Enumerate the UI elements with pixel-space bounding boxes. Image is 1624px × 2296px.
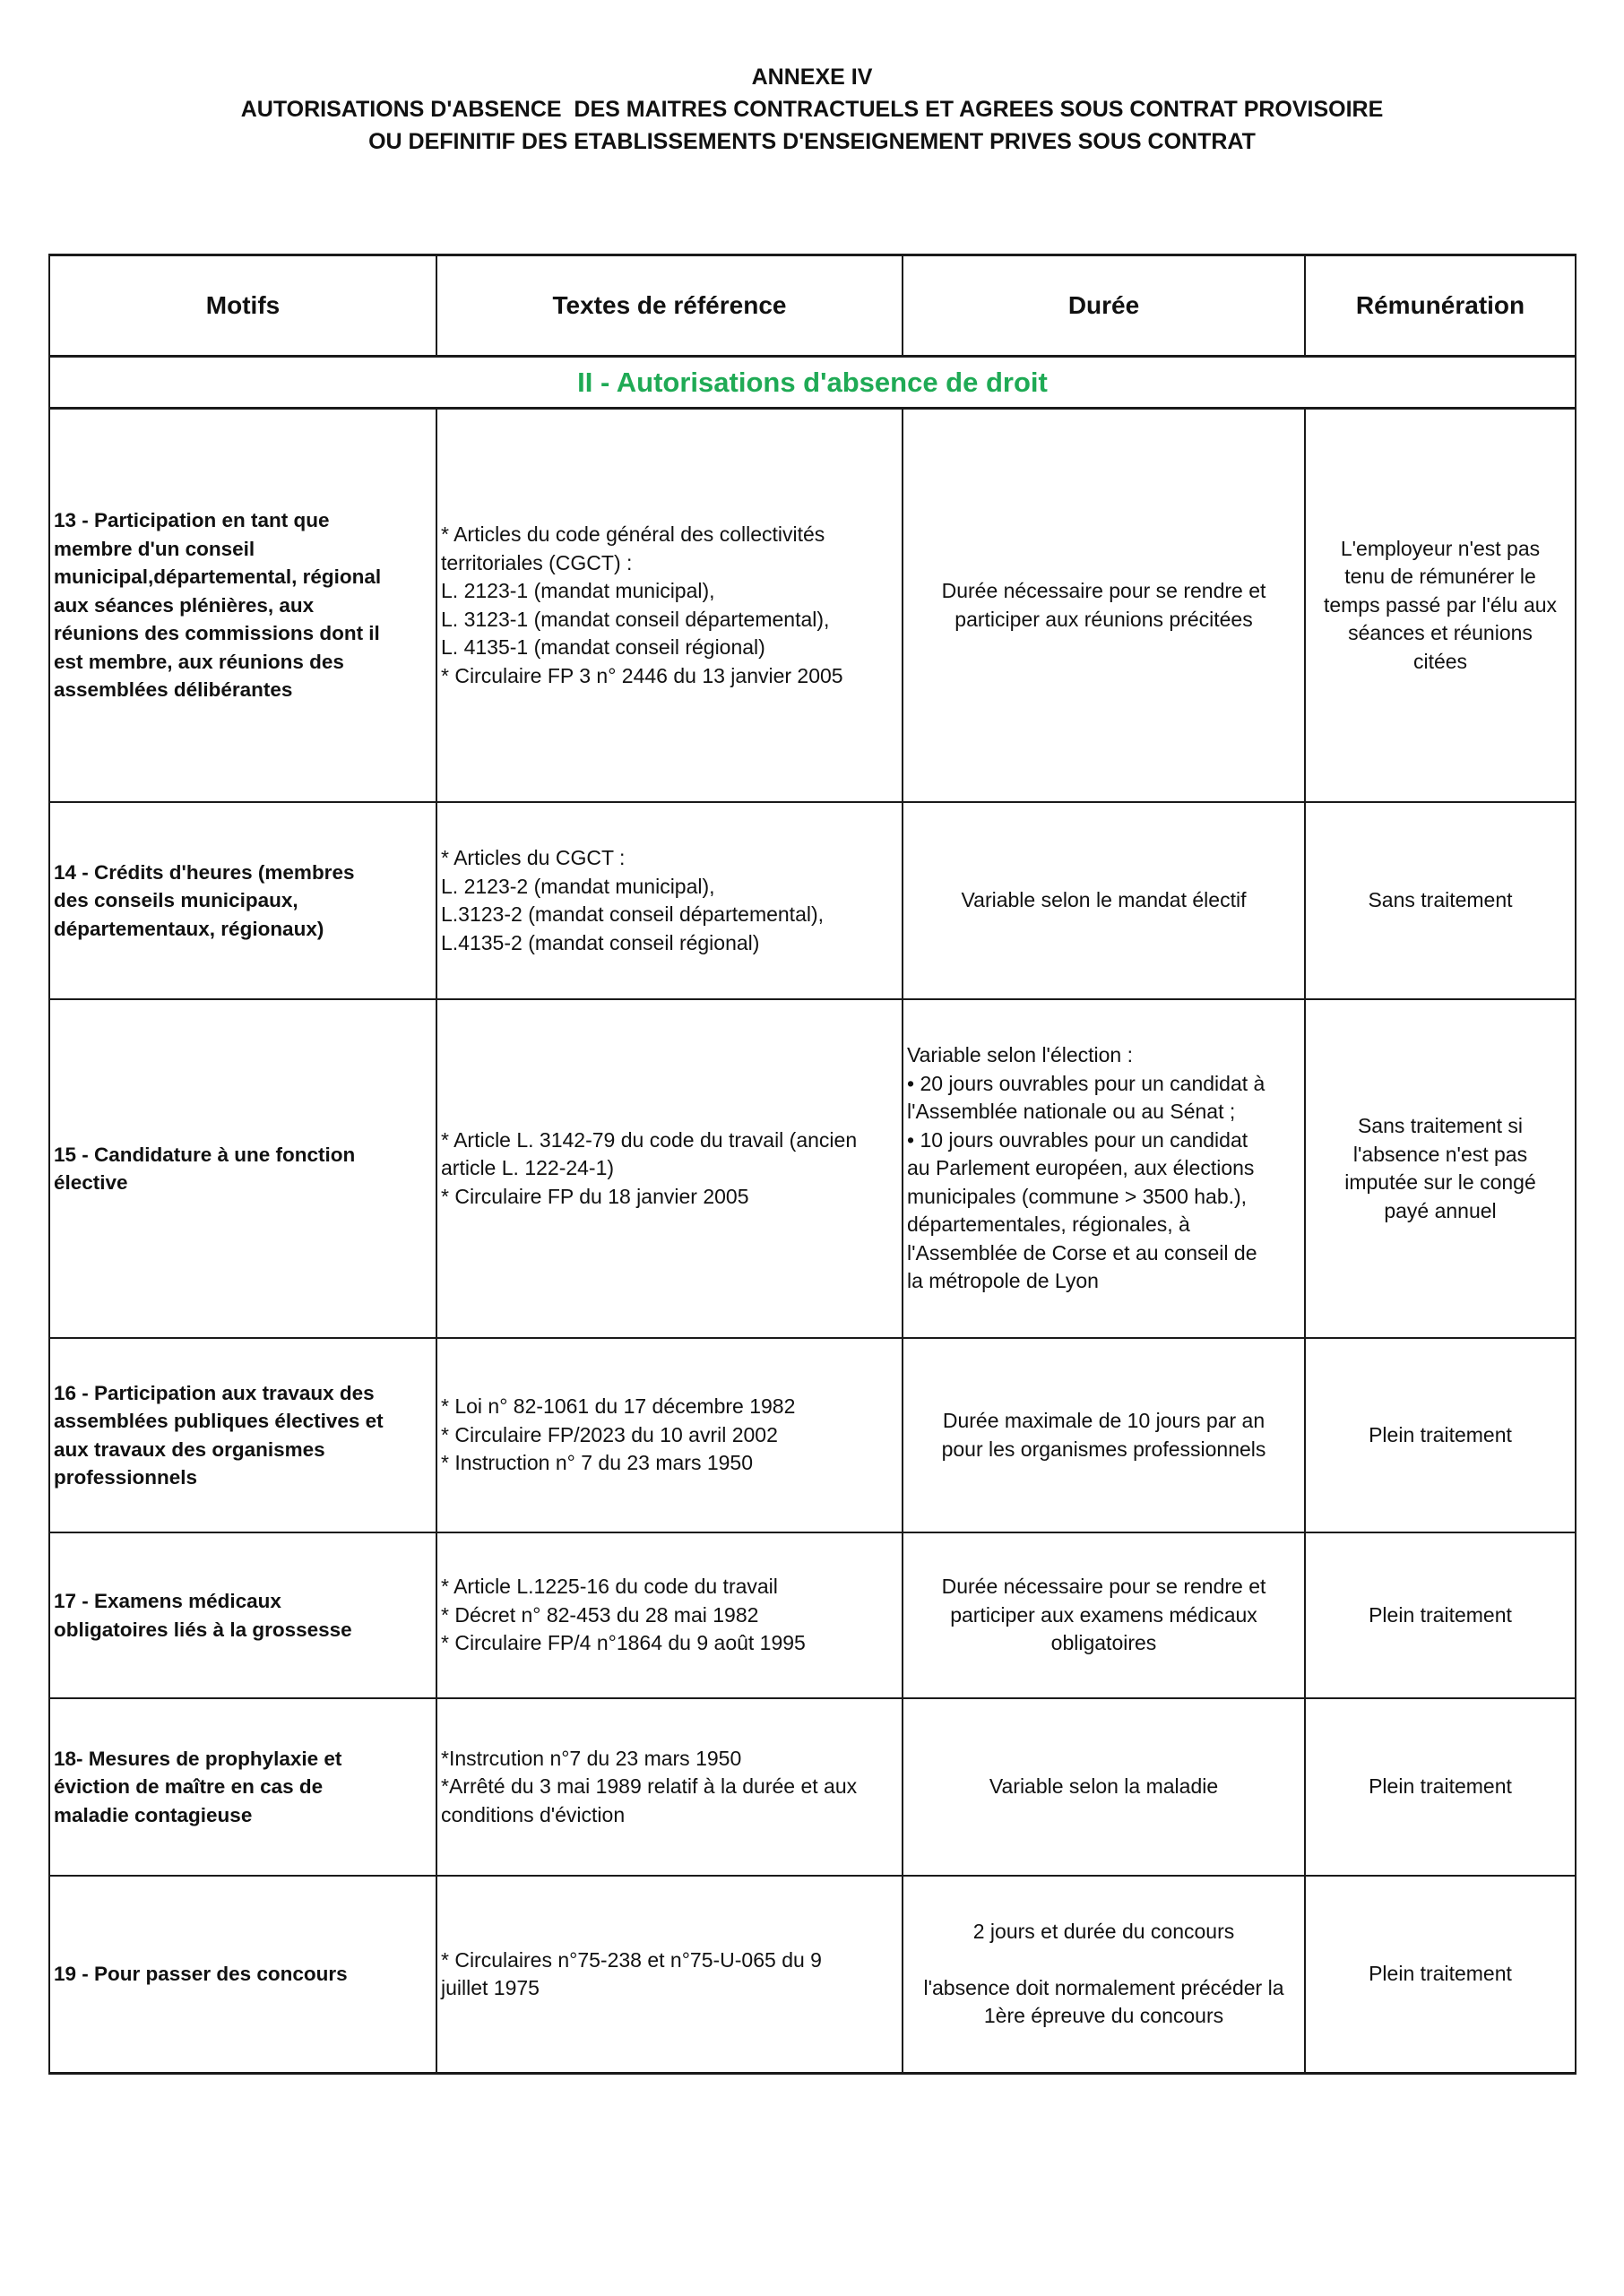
- text-line: municipales (commune > 3500 hab.),: [907, 1184, 1248, 1208]
- text-line: 17 - Examens médicaux: [54, 1590, 281, 1612]
- text-line: * Circulaire FP/2023 du 10 avril 2002: [441, 1422, 778, 1446]
- text-line: membre d'un conseil: [54, 537, 255, 560]
- references-cell: [436, 409, 903, 803]
- text-line: assemblées délibérantes: [54, 678, 293, 702]
- text-line: élective: [54, 1171, 128, 1194]
- text-line: temps passé par l'élu aux: [1323, 592, 1558, 617]
- text-line: Variable selon la maladie: [989, 1774, 1219, 1799]
- remuneration-cell: [1305, 999, 1576, 1338]
- text-line: * Articles du code général des collectivités: [441, 522, 825, 546]
- text-line: 13 - Participation en tant que: [54, 509, 330, 532]
- motif-cell: [49, 1532, 436, 1698]
- text-line: *Arrêté du 3 mai 1989 relatif à la durée et aux: [441, 1774, 858, 1799]
- text-line: article L. 122-24-1): [441, 1156, 615, 1180]
- absence-authorizations-table: [48, 254, 1576, 2075]
- remuneration-cell: [1305, 1532, 1576, 1698]
- table-row: [49, 1338, 1576, 1532]
- text-line: des conseils municipaux,: [54, 889, 298, 912]
- text-line: • 20 jours ouvrables pour un candidat à: [907, 1071, 1266, 1095]
- text-line: * Décret n° 82-453 du 28 mai 1982: [441, 1602, 759, 1627]
- text-line: 19 - Pour passer des concours: [54, 1963, 348, 1986]
- text-line: Plein traitement: [1369, 1422, 1512, 1446]
- table-header-row: [49, 255, 1576, 357]
- text-line: participer aux examens médicaux: [950, 1602, 1257, 1627]
- text-line: * Circulaire FP 3 n° 2446 du 13 janvier 2005: [441, 663, 843, 687]
- text-line: L. 3123-1 (mandat conseil départemental),: [441, 607, 830, 631]
- references-cell: [436, 1532, 903, 1698]
- text-line: l'Assemblée de Corse et au conseil de: [907, 1240, 1257, 1265]
- text-line: L. 2123-1 (mandat municipal),: [441, 579, 715, 602]
- text-line: * Circulaire FP du 18 janvier 2005: [441, 1184, 749, 1208]
- text-line: réunions des commissions dont il: [54, 622, 380, 645]
- text-line: 2 jours et durée du concours: [972, 1920, 1235, 1944]
- duree-cell: [903, 1698, 1305, 1876]
- remuneration-cell: [1305, 1338, 1576, 1532]
- column-header-duree: Durée: [903, 255, 1305, 357]
- text-line: professionnels: [54, 1466, 198, 1489]
- text-line: aux travaux des organismes: [54, 1437, 325, 1461]
- duree-cell: [903, 999, 1305, 1338]
- table-row: [49, 999, 1576, 1338]
- text-line: * Circulaires n°75-238 et n°75-U-065 du 9: [441, 1947, 822, 1972]
- text-line: Sans traitement si: [1357, 1114, 1524, 1137]
- text-line: Plein traitement: [1369, 1774, 1512, 1799]
- document-title-line-1: AUTORISATIONS D'ABSENCE DES MAITRES CONTRACTUELS ET AGREES SOUS CONTRAT PROVISOIRE: [240, 97, 1384, 122]
- text-line: L. 4135-1 (mandat conseil régional): [441, 635, 765, 659]
- text-line: 14 - Crédits d'heures (membres: [54, 860, 355, 884]
- text-line: Plein traitement: [1369, 1602, 1512, 1627]
- duree-cell: [903, 1338, 1305, 1532]
- column-header-motifs: Motifs: [49, 255, 436, 357]
- text-line: Durée maximale de 10 jours par an: [942, 1409, 1266, 1432]
- references-cell: [436, 1338, 903, 1532]
- text-line: *Instrcution n°7 du 23 mars 1950: [441, 1746, 742, 1770]
- column-header-remuneration: Rémunération: [1305, 255, 1576, 357]
- text-line: conditions d'éviction: [441, 1802, 626, 1826]
- section-row: [49, 357, 1576, 409]
- text-line: Plein traitement: [1369, 1962, 1512, 1986]
- text-line: aux séances plénières, aux: [54, 593, 315, 617]
- motif-cell: [49, 802, 436, 999]
- text-line: obligatoires: [1050, 1631, 1157, 1655]
- duree-cell: [903, 409, 1305, 803]
- table-row: [49, 1698, 1576, 1876]
- remuneration-cell: [1305, 409, 1576, 803]
- remuneration-cell: [1305, 802, 1576, 999]
- text-line: * Article L. 3142-79 du code du travail (ancien: [441, 1127, 858, 1152]
- text-line: la métropole de Lyon: [907, 1269, 1099, 1293]
- text-line: éviction de maître en cas de: [54, 1775, 324, 1799]
- references-cell: [436, 802, 903, 999]
- text-line: départementales, régionales, à: [907, 1213, 1190, 1237]
- section-title: II - Autorisations d'absence de droit: [49, 357, 1576, 409]
- text-line: * Instruction n° 7 du 23 mars 1950: [441, 1451, 754, 1475]
- table-row: [49, 1876, 1576, 2074]
- text-line: maladie contagieuse: [54, 1803, 253, 1826]
- text-line: Variable selon le mandat électif: [961, 888, 1247, 912]
- text-line: municipal,départemental, régional: [54, 565, 382, 589]
- remuneration-cell: [1305, 1876, 1576, 2074]
- column-header-references: Textes de référence: [436, 255, 903, 357]
- text-line: obligatoires liés à la grossesse: [54, 1618, 352, 1641]
- text-line: l'absence doit normalement précéder la: [923, 1975, 1284, 1999]
- motif-cell: [49, 1338, 436, 1532]
- text-line: 18- Mesures de prophylaxie et: [54, 1747, 342, 1770]
- text-line: pour les organismes professionnels: [941, 1437, 1266, 1461]
- duree-cell: [903, 1876, 1305, 2074]
- motif-cell: [49, 1876, 436, 2074]
- text-line: Variable selon l'élection :: [907, 1043, 1134, 1067]
- references-cell: [436, 1876, 903, 2074]
- text-line: au Parlement européen, aux élections: [907, 1156, 1255, 1180]
- motif-cell: [49, 409, 436, 803]
- text-line: [907, 1946, 1300, 1974]
- duree-cell: [903, 1532, 1305, 1698]
- text-line: * Articles du CGCT :: [441, 846, 626, 869]
- text-line: séances et réunions: [1348, 621, 1533, 645]
- text-line: tenu de rémunérer le: [1344, 565, 1536, 589]
- text-line: départementaux, régionaux): [54, 917, 324, 940]
- motif-cell: [49, 1698, 436, 1876]
- text-line: assemblées publiques électives et: [54, 1410, 384, 1432]
- duree-cell: [903, 802, 1305, 999]
- text-line: payé annuel: [1384, 1198, 1497, 1222]
- text-line: Sans traitement: [1368, 888, 1513, 912]
- text-line: l'absence n'est pas: [1352, 1142, 1528, 1166]
- text-line: participer aux réunions précitées: [955, 607, 1253, 631]
- text-line: L.3123-2 (mandat conseil départemental),: [441, 902, 825, 926]
- text-line: 16 - Participation aux travaux des: [54, 1381, 375, 1404]
- references-cell: [436, 1698, 903, 1876]
- annex-label: ANNEXE IV: [751, 65, 873, 90]
- text-line: Durée nécessaire pour se rendre et: [941, 1575, 1266, 1599]
- text-line: citées: [1412, 649, 1468, 673]
- references-cell: [436, 999, 903, 1338]
- remuneration-cell: [1305, 1698, 1576, 1876]
- text-line: * Circulaire FP/4 n°1864 du 9 août 1995: [441, 1631, 806, 1655]
- text-line: imputée sur le congé: [1344, 1170, 1536, 1194]
- text-line: * Article L.1225-16 du code du travail: [441, 1575, 778, 1599]
- text-line: * Loi n° 82-1061 du 17 décembre 1982: [441, 1394, 796, 1419]
- text-line: • 10 jours ouvrables pour un candidat: [907, 1127, 1248, 1152]
- text-line: Durée nécessaire pour se rendre et: [941, 579, 1266, 602]
- text-line: L'employeur n'est pas: [1340, 536, 1541, 560]
- text-line: 1ère épreuve du concours: [983, 2004, 1224, 2028]
- text-line: l'Assemblée nationale ou au Sénat ;: [907, 1100, 1236, 1124]
- text-line: juillet 1975: [441, 1976, 540, 1999]
- text-line: est membre, aux réunions des: [54, 650, 344, 673]
- motif-cell: [49, 999, 436, 1338]
- document-title-line-2: OU DEFINITIF DES ETABLISSEMENTS D'ENSEIGNEMENT PRIVES SOUS CONTRAT: [368, 129, 1256, 154]
- text-line: territoriales (CGCT) :: [441, 550, 633, 574]
- table-row: [49, 409, 1576, 803]
- text-line: L. 2123-2 (mandat municipal),: [441, 874, 715, 898]
- text-line: L.4135-2 (mandat conseil régional): [441, 930, 760, 954]
- table-row: [49, 802, 1576, 999]
- text-line: 15 - Candidature à une fonction: [54, 1143, 356, 1166]
- table-row: [49, 1532, 1576, 1698]
